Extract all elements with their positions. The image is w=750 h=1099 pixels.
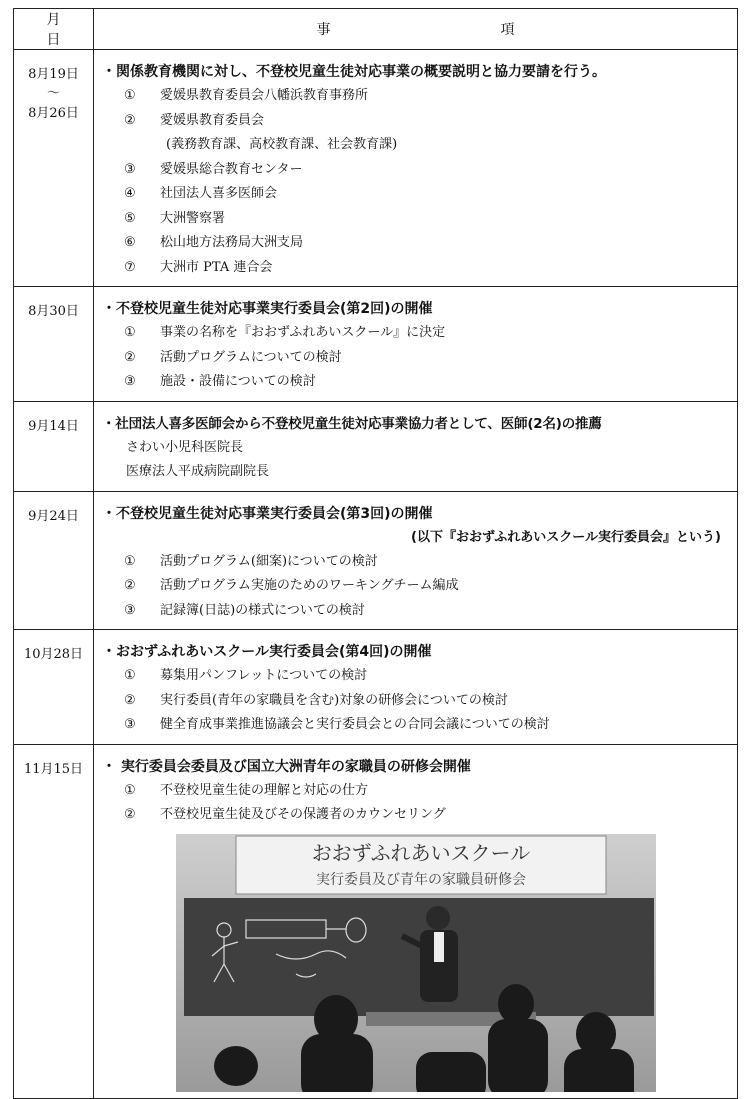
table-row: [14, 50, 738, 287]
header-event: 事項: [94, 9, 738, 50]
banner-subtitle: 実行委員及び青年の家職員研修会: [316, 871, 526, 888]
event-title: ・不登校児童生徒対応事業実行委員会(第2回)の開催: [102, 301, 433, 317]
row-date: 11月15日: [14, 744, 94, 1098]
header-date: 月日: [14, 9, 94, 50]
table-row: [14, 744, 738, 1098]
row-date: 9月24日: [14, 491, 94, 630]
row-event: ・不登校児童生徒対応事業実行委員会(第2回)の開催 ① 事業の名称を『おおずふれあいスクール』に決定 ② 活動プログラムについての検討 ③ 施設・設備についての検討: [94, 287, 738, 402]
row-event: ・ 実行委員会委員及び国立大洲青年の家職員の研修会開催 ① 不登校児童生徒の理解と対応の仕方 ② 不登校児童生徒及びその保護者のカウンセリング おおずふれあいスクール 実行委員及び青年の家職員研修会: [94, 744, 738, 1098]
table-row: [14, 401, 738, 491]
row-date: 10月28日: [14, 630, 94, 745]
row-event: ・社団法人喜多医師会から不登校児童生徒対応事業協力者として、医師(2名)の推薦 さわい小児科医院長 医療法人平成病院副院長: [94, 401, 738, 491]
banner-title: おおずふれあいスクール: [311, 840, 531, 865]
event-subtitle: (以下『おおずふれあいスクール実行委員会』という): [411, 529, 721, 545]
event-title: ・不登校児童生徒対応事業実行委員会(第3回)の開催: [102, 505, 433, 522]
row-date: 9月14日: [14, 401, 94, 491]
row-event: ・関係教育機関に対し、不登校児童生徒対応事業の概要説明と協力要請を行う。 ① 愛媛県教育委員会八幡浜教育事務所 ② 愛媛県教育委員会 (義務教育課、高校教育課、社会教育課) ③ 愛媛県総合教育センター ④ 社団法人喜多医師会 ⑤ 大洲警察署 ⑥ 松山地方法務局大洲支局 ⑦ 大洲市 PTA 連合会: [94, 50, 738, 287]
blackboard: [184, 898, 654, 1016]
table-header: [14, 9, 738, 50]
table-row: [14, 630, 738, 745]
event-title: ・関係教育機関に対し、不登校児童生徒対応事業の概要説明と協力要請を行う。: [102, 64, 606, 80]
event-title: ・社団法人喜多医師会から不登校児童生徒対応事業協力者として、医師(2名)の推薦: [102, 415, 602, 432]
table-row: [14, 491, 738, 630]
table-row: [14, 287, 738, 402]
event-title: ・ 実行委員会委員及び国立大洲青年の家職員の研修会開催: [102, 758, 471, 775]
seminar-photo-graphic: [176, 834, 656, 1092]
seminar-photo: [176, 834, 656, 1092]
schedule-table: [13, 8, 738, 1099]
row-event: ・不登校児童生徒対応事業実行委員会(第3回)の開催 (以下『おおずふれあいスクール実行委員会』という) ① 活動プログラム(細案)についての検討 ② 活動プログラム実施のためのワーキングチーム編成 ③ 記録簿(日誌)の様式についての検討: [94, 491, 738, 630]
row-date: 8月30日: [14, 287, 94, 402]
row-date: 8月19日 〜 8月26日: [14, 50, 94, 287]
row-event: ・おおずふれあいスクール実行委員会(第4回)の開催 ① 募集用パンフレットについての検討 ② 実行委員(青年の家職員を含む)対象の研修会についての検討 ③ 健全育成事業推進協議会と実行委員会との合同会議についての検討: [94, 630, 738, 745]
event-title: ・おおずふれあいスクール実行委員会(第4回)の開催: [102, 644, 432, 660]
